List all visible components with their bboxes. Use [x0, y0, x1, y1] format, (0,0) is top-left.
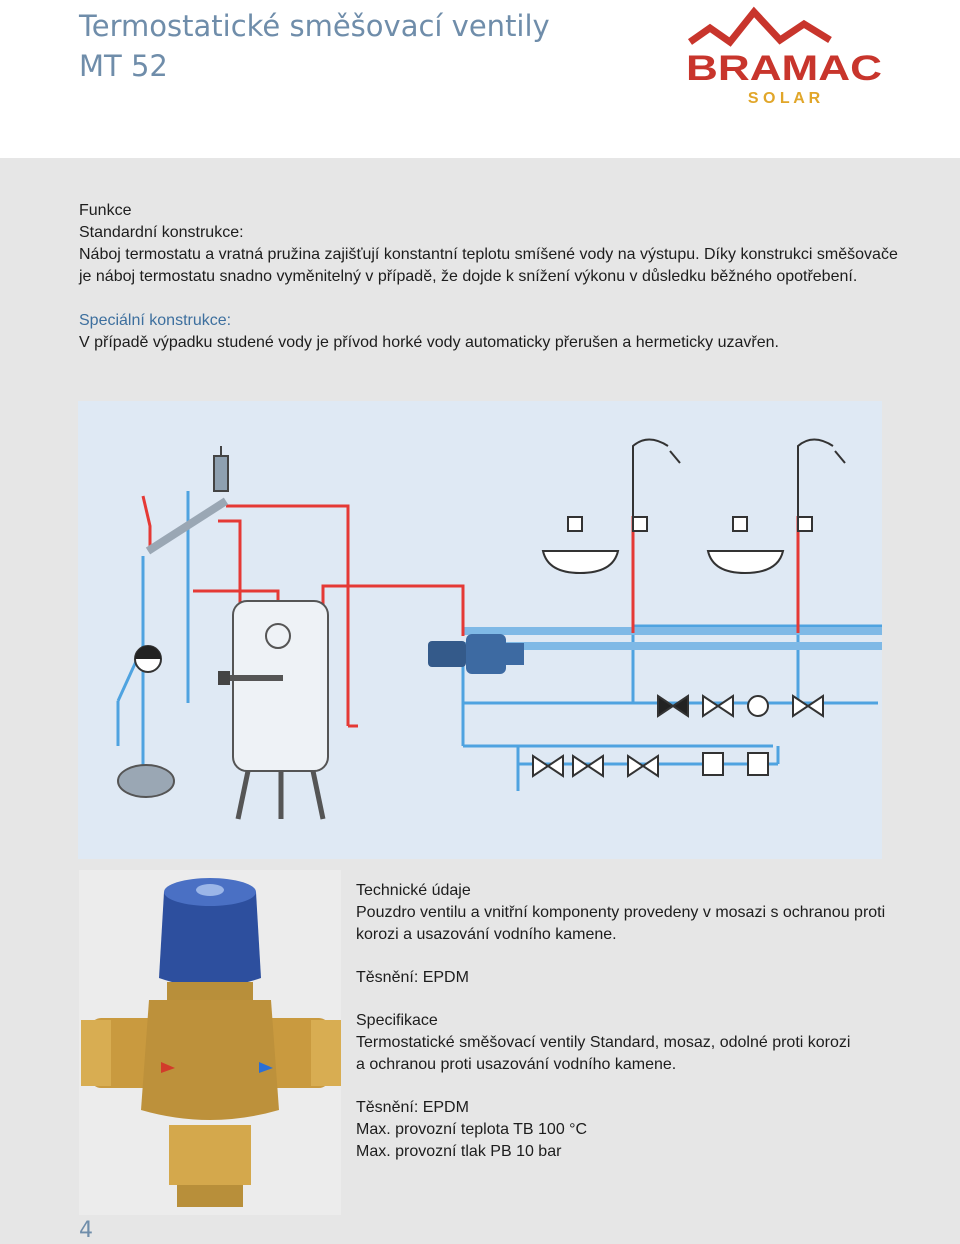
title-line-1: Termostatické směšovací ventily: [79, 9, 550, 43]
technical-heading: Technické údaje: [356, 882, 471, 899]
shower-right-icon: [798, 440, 845, 517]
shower-left-icon: [633, 440, 680, 517]
specification-text-line-2: a ochranou proti usazování vodního kamene.: [356, 1056, 677, 1073]
standard-construction-heading: Standardní konstrukce:: [79, 224, 244, 241]
seal-text-1: Těsnění: EPDM: [356, 969, 469, 986]
max-pressure: Max. provozní tlak PB 10 bar: [356, 1143, 562, 1160]
specification-heading: Specifikace: [356, 1012, 438, 1029]
distribution-pipes: [463, 631, 882, 646]
logo-roof-mark: [690, 12, 830, 42]
standard-text-line-1: Náboj termostatu a vratná pružina zajišťují konstantní teplotu smíšené vody na výstupu. Díky konstrukci směšovače: [79, 246, 898, 263]
valve-product-photo: [79, 870, 341, 1215]
special-section: [79, 310, 899, 354]
storage-tank-icon: [218, 601, 328, 819]
valve-body-icon: [81, 982, 341, 1207]
expansion-vessel-icon: [118, 765, 174, 797]
special-text: V případě výpadku studené vody je přívod horké vody automaticky přerušen a hermeticky uzavřen.: [79, 334, 779, 351]
technical-section: [356, 880, 886, 1163]
seal-text-2: Těsnění: EPDM: [356, 1099, 469, 1116]
pump-icon: [135, 646, 161, 672]
bramac-solar-logo: [684, 6, 884, 106]
valve-knob-icon: [159, 878, 261, 987]
thermostatic-valve-icon: [428, 634, 524, 674]
sink-right-icon: [708, 517, 812, 573]
sink-left-icon: [543, 517, 647, 573]
page-title: [79, 6, 550, 86]
function-section: [79, 200, 899, 288]
max-temperature: Max. provozní teplota TB 100 °C: [356, 1121, 588, 1138]
page-number: 4: [79, 1218, 93, 1243]
logo-sub: S O L A R: [747, 90, 821, 106]
logo-brand: BRAMAC: [686, 49, 882, 88]
hydraulic-schematic: [78, 401, 882, 859]
page-header: [0, 0, 960, 158]
title-line-2: MT 52: [79, 49, 168, 83]
specification-text-line-1: Termostatické směšovací ventily Standard, mosaz, odolné proti korozi: [356, 1034, 851, 1051]
technical-text-line-2: korozi a usazování vodního kamene.: [356, 926, 617, 943]
function-heading: Funkce: [79, 202, 132, 219]
special-construction-heading: Speciální konstrukce:: [79, 312, 232, 329]
standard-text-line-2: je náboj termostatu snadno vyměnitelný v případě, že dojde k snížení výkonu v důsledku běžného opotřebení.: [79, 268, 858, 285]
technical-text-line-1: Pouzdro ventilu a vnitřní komponenty provedeny v mosazi s ochranou proti: [356, 904, 886, 921]
